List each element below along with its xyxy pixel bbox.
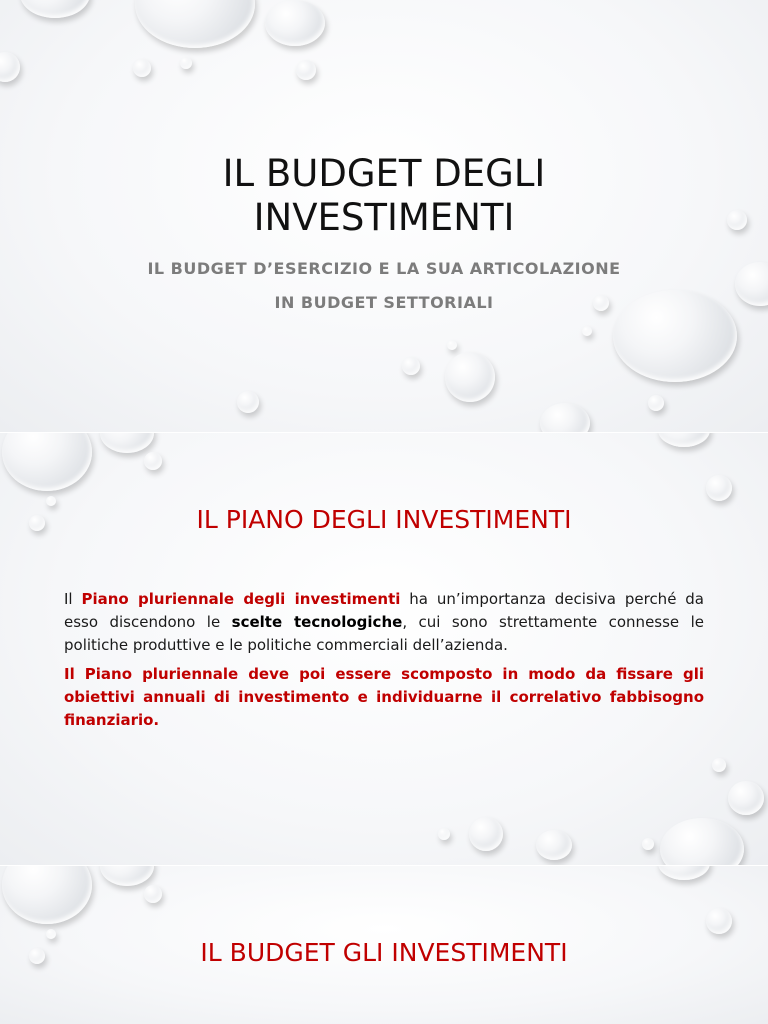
slide-body	[64, 588, 704, 738]
subtitle-line-1: IL BUDGET D’ESERCIZIO E LA SUA ARTICOLAZIONE	[147, 259, 621, 278]
water-drop-decoration	[712, 758, 726, 772]
water-drop-decoration	[540, 403, 590, 432]
title-line-1: IL BUDGET DEGLI	[222, 152, 546, 195]
paragraph-text: ha un’importanza decisiva perché da esso discendono le	[64, 590, 704, 631]
slide-piano-investimenti	[0, 433, 768, 865]
water-drop-decoration	[447, 340, 457, 350]
water-drop-decoration	[265, 0, 325, 46]
water-drop-decoration	[469, 817, 503, 851]
water-drop-decoration	[642, 838, 654, 850]
paragraph-1	[64, 588, 704, 657]
slide-budget-investimenti	[0, 866, 768, 1024]
water-drop-decoration	[100, 433, 154, 453]
paragraph-text: , cui sono strettamente connesse le politiche produttive e le politiche commerciali dell’azienda.	[64, 613, 704, 654]
water-drop-decoration	[2, 866, 92, 924]
water-drop-decoration	[144, 885, 162, 903]
paragraph-2: Il Piano pluriennale deve poi essere scomposto in modo da fissare gli obiettivi annuali di investimento e individuarne il correlativo fabbisogno finanziario.	[64, 665, 704, 729]
water-drop-decoration	[706, 908, 732, 934]
title-line-2: INVESTIMENTI	[253, 196, 515, 239]
water-drop-decoration	[658, 866, 710, 880]
water-drop-decoration	[728, 781, 764, 815]
water-drop-decoration	[180, 57, 192, 69]
water-drop-decoration	[0, 52, 20, 82]
slide-heading: IL PIANO DEGLI INVESTIMENTI	[196, 505, 572, 534]
water-drop-decoration	[445, 352, 495, 402]
highlight-text: Piano pluriennale degli investimenti	[81, 590, 401, 608]
water-drop-decoration	[582, 326, 592, 336]
water-drop-decoration	[133, 59, 151, 77]
water-drop-decoration	[2, 433, 92, 491]
water-drop-decoration	[402, 357, 420, 375]
water-drop-decoration	[658, 433, 710, 447]
water-drop-decoration	[135, 0, 255, 48]
subtitle-line-2: IN BUDGET SETTORIALI	[274, 293, 494, 312]
slide-subtitle	[0, 252, 768, 320]
water-drop-decoration	[20, 0, 90, 18]
slide-heading: IL BUDGET GLI INVESTIMENTI	[200, 938, 568, 967]
water-drop-decoration	[660, 818, 744, 865]
paragraph-text: Il	[64, 590, 82, 608]
bold-text: scelte tecnologiche	[231, 613, 403, 631]
water-drop-decoration	[706, 475, 732, 501]
water-drop-decoration	[438, 828, 450, 840]
water-drop-decoration	[100, 866, 154, 886]
slide-title	[0, 0, 768, 432]
water-drop-decoration	[237, 391, 259, 413]
water-drop-decoration	[536, 830, 572, 860]
water-drop-decoration	[296, 60, 316, 80]
water-drop-decoration	[144, 452, 162, 470]
slide-title-heading	[0, 152, 768, 240]
water-drop-decoration	[648, 395, 664, 411]
